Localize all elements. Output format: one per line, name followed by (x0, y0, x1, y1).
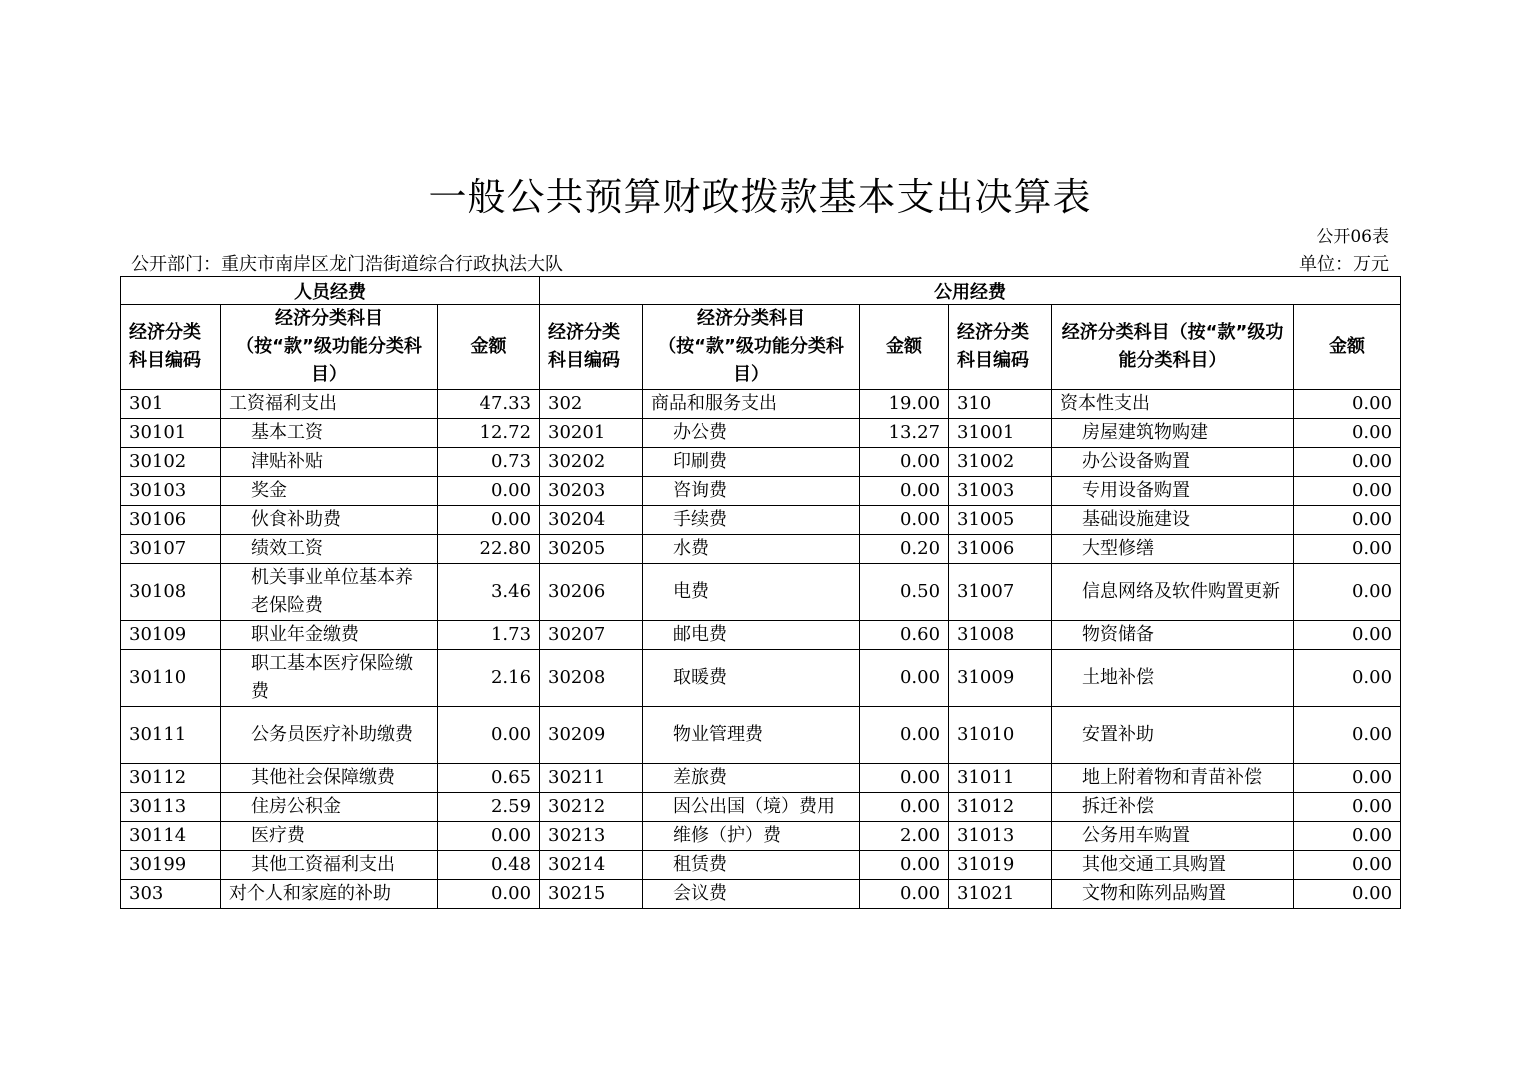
name-cell: 其他社会保障缴费 (221, 764, 438, 793)
code-cell: 30112 (121, 764, 221, 793)
amount-cell: 0.73 (438, 448, 540, 477)
code-cell: 30208 (540, 650, 643, 707)
code-cell: 30209 (540, 707, 643, 764)
code-cell: 30213 (540, 822, 643, 851)
name-cell: 办公设备购置 (1052, 448, 1294, 477)
header-code: 经济分类科目编码 (121, 305, 221, 390)
amount-cell: 0.50 (860, 564, 949, 621)
table-row (121, 880, 1401, 909)
name-cell: 奖金 (221, 477, 438, 506)
table-row (121, 707, 1401, 764)
name-cell: 会议费 (643, 880, 860, 909)
amount-cell: 12.72 (438, 419, 540, 448)
name-cell: 公务员医疗补助缴费 (221, 707, 438, 764)
amount-cell: 0.00 (1294, 880, 1401, 909)
name-cell: 地上附着物和青苗补偿 (1052, 764, 1294, 793)
form-number: 公开06表 (1316, 227, 1389, 247)
header-amount: 金额 (438, 305, 540, 390)
name-cell: 信息网络及软件购置更新 (1052, 564, 1294, 621)
header-name: 经济分类科目（按“款”级功能分类科目） (221, 305, 438, 390)
name-cell: 基本工资 (221, 419, 438, 448)
table-row (121, 419, 1401, 448)
code-cell: 30212 (540, 793, 643, 822)
table-row (121, 477, 1401, 506)
code-cell: 31002 (949, 448, 1052, 477)
code-cell: 30215 (540, 880, 643, 909)
name-cell: 因公出国（境）费用 (643, 793, 860, 822)
amount-cell: 0.00 (860, 650, 949, 707)
name-cell: 住房公积金 (221, 793, 438, 822)
amount-cell: 1.73 (438, 621, 540, 650)
name-cell: 邮电费 (643, 621, 860, 650)
amount-cell: 0.00 (860, 506, 949, 535)
name-cell: 基础设施建设 (1052, 506, 1294, 535)
amount-cell: 0.60 (860, 621, 949, 650)
name-cell: 物业管理费 (643, 707, 860, 764)
amount-cell: 0.00 (1294, 535, 1401, 564)
table-row (121, 390, 1401, 419)
amount-cell: 0.00 (1294, 650, 1401, 707)
amount-cell: 0.00 (1294, 764, 1401, 793)
code-cell: 30214 (540, 851, 643, 880)
name-cell: 资本性支出 (1052, 390, 1294, 419)
amount-cell: 13.27 (860, 419, 949, 448)
table-body (121, 390, 1401, 909)
amount-cell: 22.80 (438, 535, 540, 564)
name-cell: 印刷费 (643, 448, 860, 477)
amount-cell: 0.00 (860, 477, 949, 506)
department-label: 公开部门：重庆市南岸区龙门浩街道综合行政执法大队 (131, 254, 563, 275)
amount-cell: 0.00 (1294, 506, 1401, 535)
amount-cell: 0.00 (860, 764, 949, 793)
code-cell: 302 (540, 390, 643, 419)
name-cell: 安置补助 (1052, 707, 1294, 764)
unit-label: 单位：万元 (1299, 254, 1389, 275)
header-code: 经济分类科目编码 (540, 305, 643, 390)
amount-cell: 0.00 (1294, 564, 1401, 621)
table-row (121, 506, 1401, 535)
code-cell: 30106 (121, 506, 221, 535)
name-cell: 租赁费 (643, 851, 860, 880)
code-cell: 30211 (540, 764, 643, 793)
code-cell: 31012 (949, 793, 1052, 822)
name-cell: 职工基本医疗保险缴费 (221, 650, 438, 707)
name-cell: 医疗费 (221, 822, 438, 851)
name-cell: 职业年金缴费 (221, 621, 438, 650)
code-cell: 30114 (121, 822, 221, 851)
name-cell: 物资储备 (1052, 621, 1294, 650)
code-cell: 31003 (949, 477, 1052, 506)
amount-cell: 3.46 (438, 564, 540, 621)
amount-cell: 2.00 (860, 822, 949, 851)
code-cell: 31009 (949, 650, 1052, 707)
name-cell: 土地补偿 (1052, 650, 1294, 707)
section-public: 公用经费 (540, 277, 1401, 305)
header-name: 经济分类科目（按“款”级功能分类科目） (1052, 305, 1294, 390)
amount-cell: 0.00 (438, 822, 540, 851)
table-row (121, 764, 1401, 793)
table-row (121, 564, 1401, 621)
amount-cell: 0.00 (438, 707, 540, 764)
header-amount: 金额 (860, 305, 949, 390)
name-cell: 文物和陈列品购置 (1052, 880, 1294, 909)
name-cell: 水费 (643, 535, 860, 564)
name-cell: 维修（护）费 (643, 822, 860, 851)
code-cell: 30203 (540, 477, 643, 506)
name-cell: 其他工资福利支出 (221, 851, 438, 880)
table-row (121, 621, 1401, 650)
amount-cell: 2.16 (438, 650, 540, 707)
code-cell: 31013 (949, 822, 1052, 851)
code-cell: 30201 (540, 419, 643, 448)
code-cell: 30110 (121, 650, 221, 707)
expenditure-table (120, 276, 1401, 909)
header-amount: 金额 (1294, 305, 1401, 390)
amount-cell: 0.00 (1294, 707, 1401, 764)
name-cell: 取暖费 (643, 650, 860, 707)
name-cell: 公务用车购置 (1052, 822, 1294, 851)
header-code: 经济分类科目编码 (949, 305, 1052, 390)
amount-cell: 19.00 (860, 390, 949, 419)
table-row (121, 448, 1401, 477)
table-row (121, 793, 1401, 822)
amount-cell: 0.00 (1294, 390, 1401, 419)
code-cell: 303 (121, 880, 221, 909)
name-cell: 机关事业单位基本养老保险费 (221, 564, 438, 621)
amount-cell: 0.00 (860, 707, 949, 764)
code-cell: 31007 (949, 564, 1052, 621)
name-cell: 伙食补助费 (221, 506, 438, 535)
name-cell: 商品和服务支出 (643, 390, 860, 419)
name-cell: 专用设备购置 (1052, 477, 1294, 506)
code-cell: 30206 (540, 564, 643, 621)
name-cell: 津贴补贴 (221, 448, 438, 477)
code-cell: 31011 (949, 764, 1052, 793)
code-cell: 31019 (949, 851, 1052, 880)
name-cell: 拆迁补偿 (1052, 793, 1294, 822)
code-cell: 30207 (540, 621, 643, 650)
name-cell: 咨询费 (643, 477, 860, 506)
name-cell: 差旅费 (643, 764, 860, 793)
code-cell: 31006 (949, 535, 1052, 564)
code-cell: 31010 (949, 707, 1052, 764)
name-cell: 大型修缮 (1052, 535, 1294, 564)
amount-cell: 0.00 (860, 851, 949, 880)
code-cell: 30107 (121, 535, 221, 564)
code-cell: 30103 (121, 477, 221, 506)
amount-cell: 0.00 (860, 880, 949, 909)
name-cell: 手续费 (643, 506, 860, 535)
code-cell: 30204 (540, 506, 643, 535)
amount-cell: 0.00 (438, 477, 540, 506)
amount-cell: 0.00 (1294, 477, 1401, 506)
amount-cell: 0.00 (438, 880, 540, 909)
amount-cell: 0.00 (1294, 793, 1401, 822)
code-cell: 31005 (949, 506, 1052, 535)
name-cell: 其他交通工具购置 (1052, 851, 1294, 880)
header-name: 经济分类科目（按“款”级功能分类科目） (643, 305, 860, 390)
amount-cell: 2.59 (438, 793, 540, 822)
name-cell: 工资福利支出 (221, 390, 438, 419)
name-cell: 绩效工资 (221, 535, 438, 564)
section-personnel: 人员经费 (121, 277, 540, 305)
code-cell: 31001 (949, 419, 1052, 448)
amount-cell: 0.20 (860, 535, 949, 564)
amount-cell: 0.48 (438, 851, 540, 880)
code-cell: 30109 (121, 621, 221, 650)
amount-cell: 0.00 (1294, 851, 1401, 880)
code-cell: 310 (949, 390, 1052, 419)
amount-cell: 0.00 (1294, 822, 1401, 851)
page-title: 一般公共预算财政拨款基本支出决算表 (428, 175, 1092, 219)
amount-cell: 47.33 (438, 390, 540, 419)
name-cell: 办公费 (643, 419, 860, 448)
table-row (121, 822, 1401, 851)
name-cell: 对个人和家庭的补助 (221, 880, 438, 909)
code-cell: 30199 (121, 851, 221, 880)
amount-cell: 0.00 (1294, 419, 1401, 448)
table-row (121, 535, 1401, 564)
name-cell: 房屋建筑物购建 (1052, 419, 1294, 448)
name-cell: 电费 (643, 564, 860, 621)
amount-cell: 0.00 (438, 506, 540, 535)
code-cell: 31021 (949, 880, 1052, 909)
amount-cell: 0.00 (860, 793, 949, 822)
code-cell: 30205 (540, 535, 643, 564)
code-cell: 30202 (540, 448, 643, 477)
code-cell: 30111 (121, 707, 221, 764)
code-cell: 30113 (121, 793, 221, 822)
amount-cell: 0.65 (438, 764, 540, 793)
code-cell: 30101 (121, 419, 221, 448)
amount-cell: 0.00 (860, 448, 949, 477)
code-cell: 31008 (949, 621, 1052, 650)
table-row (121, 650, 1401, 707)
code-cell: 30102 (121, 448, 221, 477)
code-cell: 30108 (121, 564, 221, 621)
table-row (121, 851, 1401, 880)
amount-cell: 0.00 (1294, 621, 1401, 650)
amount-cell: 0.00 (1294, 448, 1401, 477)
code-cell: 301 (121, 390, 221, 419)
